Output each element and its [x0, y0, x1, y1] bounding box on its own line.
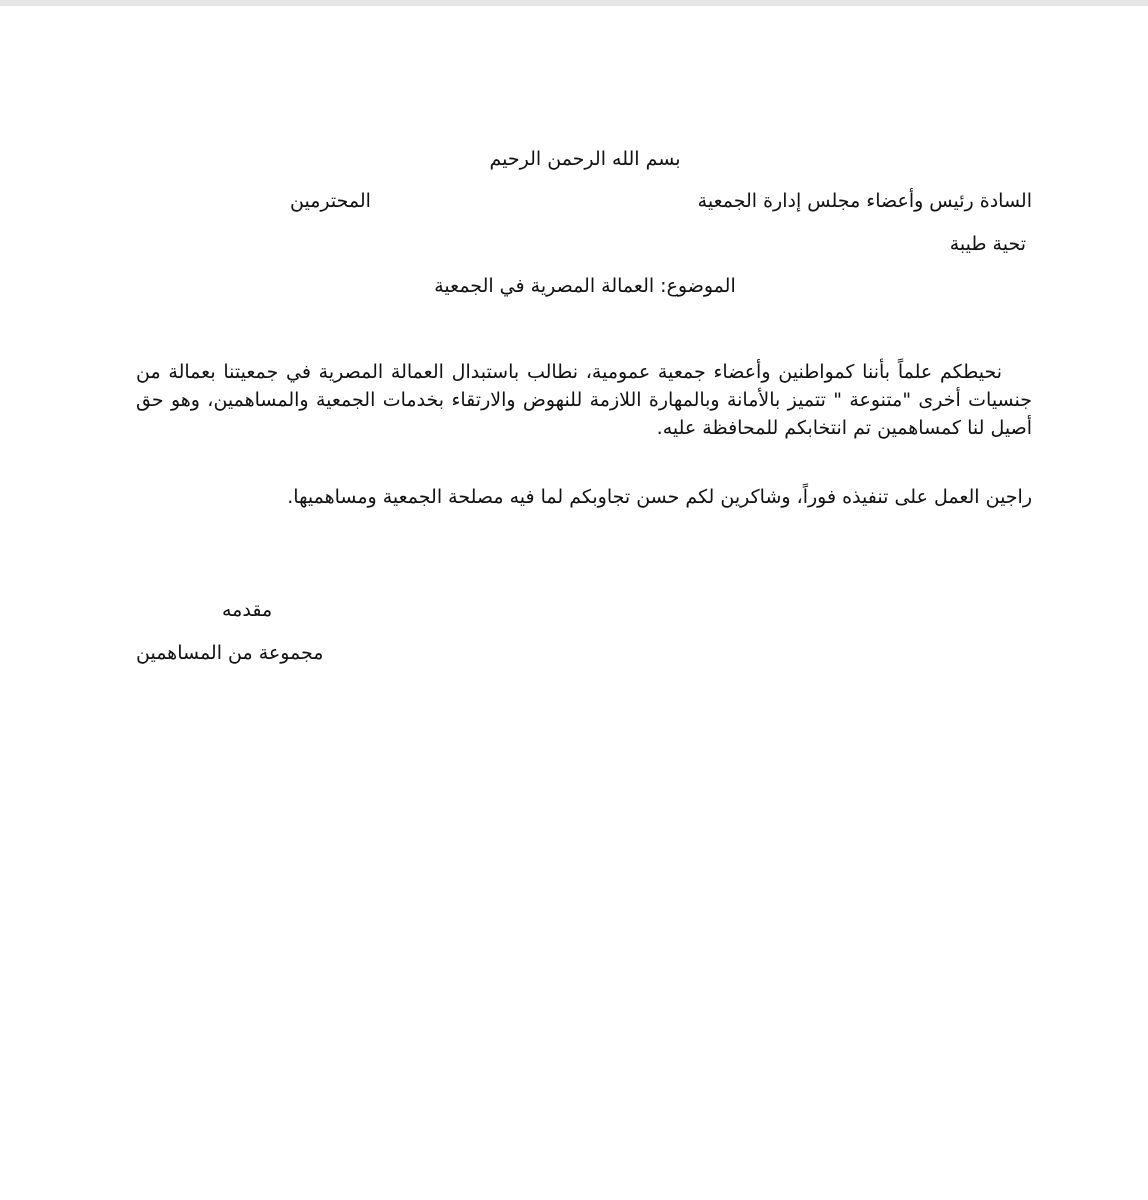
- submitted-by-label: مقدمه: [222, 599, 273, 621]
- basmala-heading: بسم الله الرحمن الرحيم: [489, 148, 681, 170]
- addressee-line: السادة رئيس وأعضاء مجلس إدارة الجمعية: [697, 190, 1032, 212]
- honorific-text: المحترمين: [290, 190, 371, 212]
- body-paragraph-2: راجين العمل على تنفيذه فوراً، وشاكرين لكم حسن تجاوبكم لما فيه مصلحة الجمعية ومساهميها.: [287, 486, 1032, 508]
- signature-line: مجموعة من المساهمين: [136, 642, 324, 664]
- body-paragraph-1: نحيطكم علماً بأننا كمواطنين وأعضاء جمعية عمومية، نطالب باستبدال العمالة المصرية في جمعيتنا بعمالة من جنسيات أخرى "متنوعة " تتميز بالأمانة وبالمهارة اللازمة للنهوض والارتقاء بخدمات الجمعية والمساهمين، وهو حق أصيل لنا كمساهمين تم انتخابكم للمحافظة عليه.: [136, 361, 1032, 439]
- greeting-line: تحية طيبة: [949, 233, 1026, 255]
- subject-line: الموضوع: العمالة المصرية في الجمعية: [434, 275, 736, 297]
